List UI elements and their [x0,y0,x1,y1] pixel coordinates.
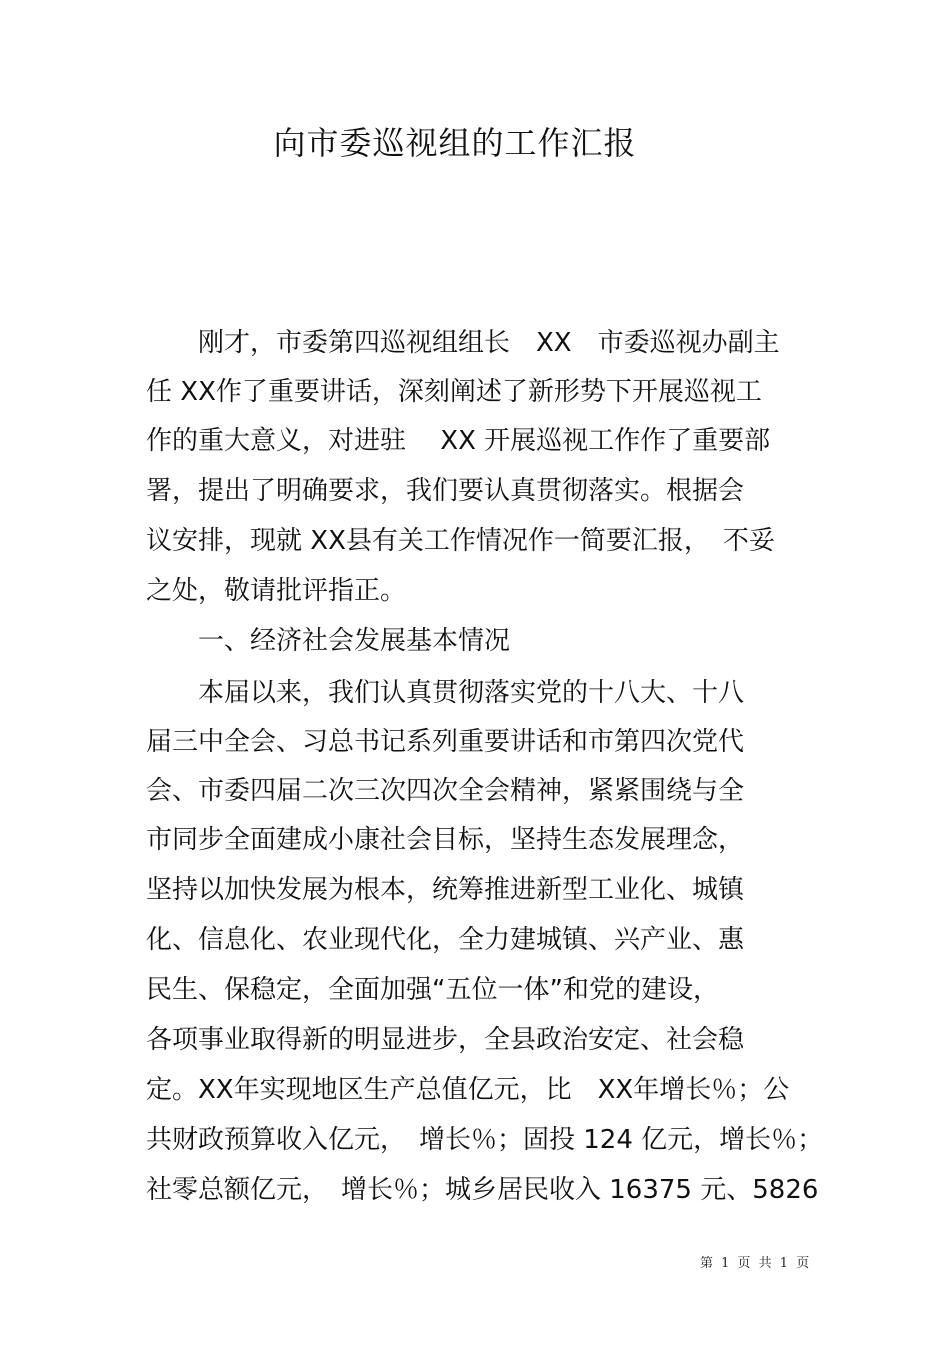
body-line: 议安排，现就 XX县有关工作情况作一简要汇报， 不妥 [146,526,775,556]
body-line: 任 XX作了重要讲话，深刻阐述了新形势下开展巡视工 [146,377,762,407]
body-line: 共财政预算收入亿元， 增长％；固投 124 亿元，增长％； [146,1125,824,1155]
body-line: 届三中全会、习总书记系列重要讲话和市第四次党代 [146,727,745,757]
body-line: 刚才，市委第四巡视组组长 XX 市委巡视办副主 [146,328,780,358]
body-line: 作的重大意义，对进驻 XX 开展巡视工作作了重要部 [146,426,771,456]
body-line: 市同步全面建成小康社会目标，坚持生态发展理念， [146,825,745,855]
body-line: 民生、保稳定，全面加强“五位一体”和党的建设， [146,975,719,1005]
body-line: 会、市委四届二次三次四次全会精神，紧紧围绕与全 [146,776,745,806]
body-line: 各项事业取得新的明显进步，全县政治安定、社会稳 [146,1025,745,1055]
body-line: 社零总额亿元， 增长％；城乡居民收入 16375 元、5826 [146,1175,819,1205]
body-line: 署，提出了明确要求，我们要认真贯彻落实。根据会 [146,476,745,506]
body-line: 坚持以加快发展为根本，统筹推进新型工业化、城镇 [146,875,745,905]
body-line: 本届以来，我们认真贯彻落实党的十八大、十八 [146,678,745,708]
section-heading: 一、经济社会发展基本情况 [146,626,511,656]
document-title: 向市委巡视组的工作汇报 [273,124,637,162]
body-line: 定。XX年实现地区生产总值亿元，比 XX年增长％；公 [146,1075,790,1105]
page-number: 第 1 页 共 1 页 [700,1256,812,1271]
body-line: 之处，敬请批评指正。 [146,576,407,606]
body-line: 化、信息化、农业现代化，全力建城镇、兴产业、惠 [146,925,745,955]
